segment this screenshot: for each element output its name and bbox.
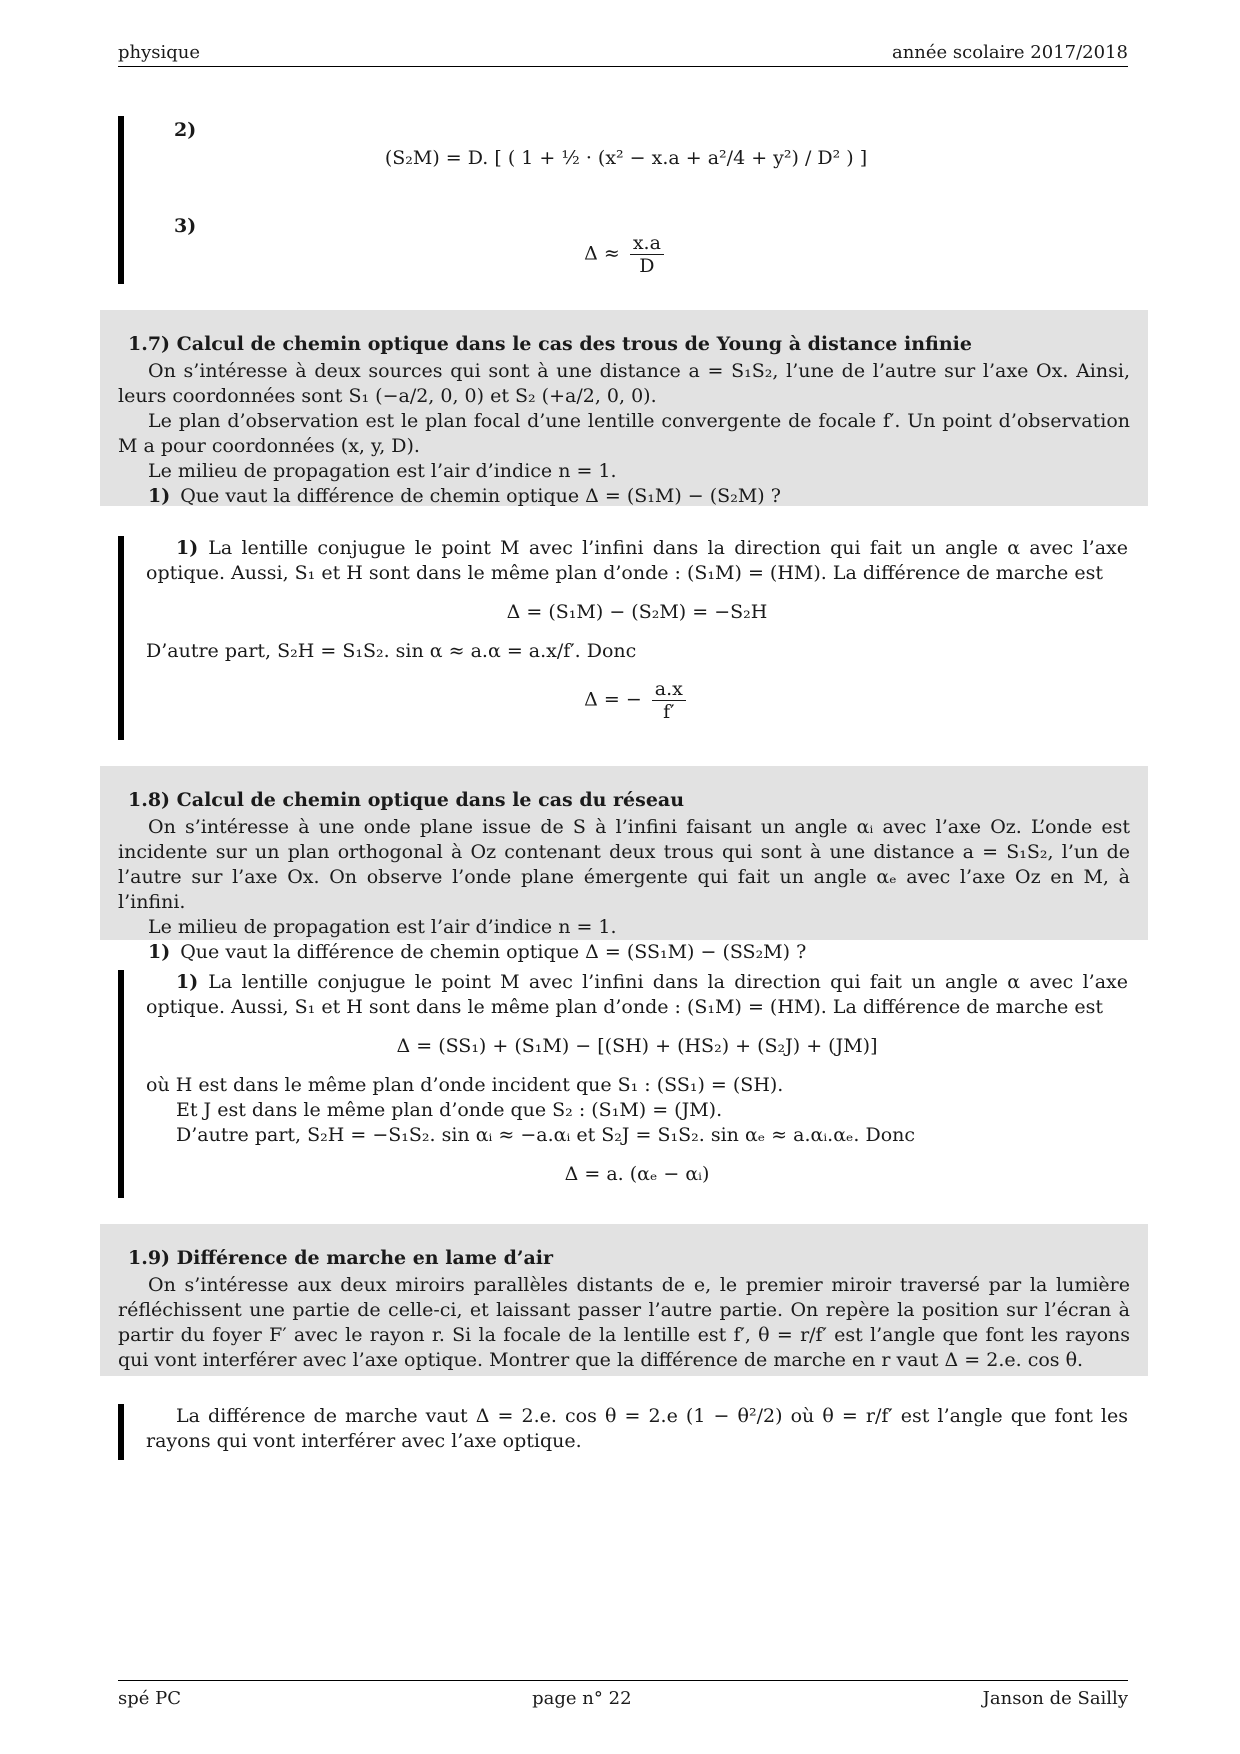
question-text: Que vaut la différence de chemin optique Δ = (SS₁M) − (SS₂M) ?: [180, 941, 807, 963]
equation-delta-result: Δ = a. (αₑ − αᵢ): [564, 1163, 710, 1185]
section-paragraph: Le milieu de propagation est l’air d’indice n = 1.: [148, 460, 617, 482]
equation-path-difference: Δ = (S₁M) − (S₂M) = −S₂H: [506, 601, 768, 623]
page-header: [118, 40, 1128, 67]
section-title: 1.7) Calcul de chemin optique dans le cas des trous de Young à distance infinie: [128, 333, 972, 355]
section-paragraph: Le milieu de propagation est l’air d’indice n = 1.: [148, 916, 617, 938]
question-text: Que vaut la différence de chemin optique Δ = (S₁M) − (S₂M) ?: [180, 485, 781, 507]
section-paragraph: Le plan d’observation est le plan focal d’une lentille convergente de focale f′. Un point d’observation M a pour coordonnées (x, y, D).: [118, 410, 1130, 457]
solution-paragraph: [146, 536, 1128, 586]
fraction-numerator: x.a: [630, 232, 664, 255]
footer-page-number: page n° 22: [532, 1688, 632, 1709]
question: [118, 940, 1130, 965]
equation-s2m: (S₂M) = D. [ ( 1 + ½ · (x² − x.a + a²/4 + y²) / D² ) ]: [384, 147, 868, 169]
solution-block-continued: [118, 116, 1128, 284]
page-footer: [118, 1680, 1128, 1711]
solution-paragraph: où H est dans le même plan d’onde incident que S₁ : (SS₁) = (SH).: [146, 1074, 784, 1096]
solution-paragraph: Et J est dans le même plan d’onde que S₂ : (S₁M) = (JM).: [176, 1099, 723, 1121]
solution-1-9: [118, 1404, 1128, 1460]
fraction: [652, 678, 686, 723]
solution-number: 1): [176, 537, 199, 559]
solution-paragraph: [146, 970, 1128, 1020]
item-2-label: 2): [174, 119, 197, 141]
fraction-denominator: f′: [663, 701, 675, 723]
equation-path-sum: Δ = (SS₁) + (S₁M) − [(SH) + (HS₂) + (S₂J) + (JM)]: [396, 1035, 878, 1057]
fraction-denominator: D: [639, 255, 655, 277]
section-1-9: [100, 1224, 1148, 1376]
section-1-8: [100, 766, 1148, 963]
header-year: année scolaire 2017/2018: [891, 42, 1128, 63]
solution-text: La lentille conjugue le point M avec l’infini dans la direction qui fait un angle α avec l’axe optique. Aussi, S₁ et H sont dans le même plan d’onde : (S₁M) = (HM). La différence de marche est: [146, 537, 1128, 584]
footer-class: spé PC: [118, 1688, 182, 1709]
equation-delta-approx: [124, 232, 1128, 277]
eq-delta-lhs: Δ ≈: [584, 242, 620, 265]
item-3-label: 3): [174, 215, 197, 237]
footer-school: Janson de Sailly: [982, 1688, 1128, 1709]
section-paragraph: On s’intéresse à une onde plane issue de S à l’infini faisant un angle αᵢ avec l’axe Oz. L’onde est incidente sur un plan orthogonal à Oz contenant deux trous qui sont à une distance a = S₁S₂, l’un de l’autre sur l’axe Ox. On observe l’onde plane émergente qui fait un angle αₑ avec l’axe Oz en M, à l’infini.: [118, 816, 1130, 913]
solution-1-8: [118, 970, 1128, 1198]
question-number: 1): [148, 941, 171, 963]
question: [118, 484, 1130, 509]
fraction: [630, 232, 664, 277]
solution-text: La lentille conjugue le point M avec l’infini dans la direction qui fait un angle α avec l’axe optique. Aussi, S₁ et H sont dans le même plan d’onde : (S₁M) = (HM). La différence de marche est: [146, 971, 1128, 1018]
solution-paragraph: D’autre part, S₂H = S₁S₂. sin α ≈ a.α = a.x/f′. Donc: [146, 640, 637, 662]
section-1-7: [100, 310, 1148, 506]
fraction-numerator: a.x: [652, 678, 686, 701]
solution-paragraph: D’autre part, S₂H = −S₁S₂. sin αᵢ ≈ −a.αᵢ et S₂J = S₁S₂. sin αₑ ≈ a.αᵢ.αₑ. Donc: [176, 1124, 916, 1146]
section-paragraph: On s’intéresse aux deux miroirs parallèles distants de e, le premier miroir traversé par la lumière réfléchissent une partie de celle-ci, et laissant passer l’autre partie. On repère la position sur l’écran à partir du foyer F′ avec le rayon r. Si la focale de la lentille est f′, θ = r/f′ est l’angle que font les rayons qui vont interférer avec l’axe optique. Montrer que la différence de marche en r vaut Δ = 2.e. cos θ.: [118, 1274, 1130, 1371]
equation-delta-result: [146, 678, 1128, 723]
section-title: 1.8) Calcul de chemin optique dans le cas du réseau: [128, 789, 685, 811]
solution-paragraph: La différence de marche vaut Δ = 2.e. cos θ = 2.e (1 − θ²/2) où θ = r/f′ est l’angle que font les rayons qui vont interférer avec l’axe optique.: [146, 1405, 1128, 1452]
solution-number: 1): [176, 971, 199, 993]
question-number: 1): [148, 485, 171, 507]
section-paragraph: On s’intéresse à deux sources qui sont à une distance a = S₁S₂, l’une de l’autre sur l’axe Ox. Ainsi, leurs coordonnées sont S₁ (−a/2, 0, 0) et S₂ (+a/2, 0, 0).: [118, 360, 1130, 407]
solution-1-7: [118, 536, 1128, 740]
header-subject: physique: [118, 42, 201, 63]
eq-delta-lhs: Δ = −: [584, 688, 642, 711]
section-title: 1.9) Différence de marche en lame d’air: [128, 1247, 554, 1269]
